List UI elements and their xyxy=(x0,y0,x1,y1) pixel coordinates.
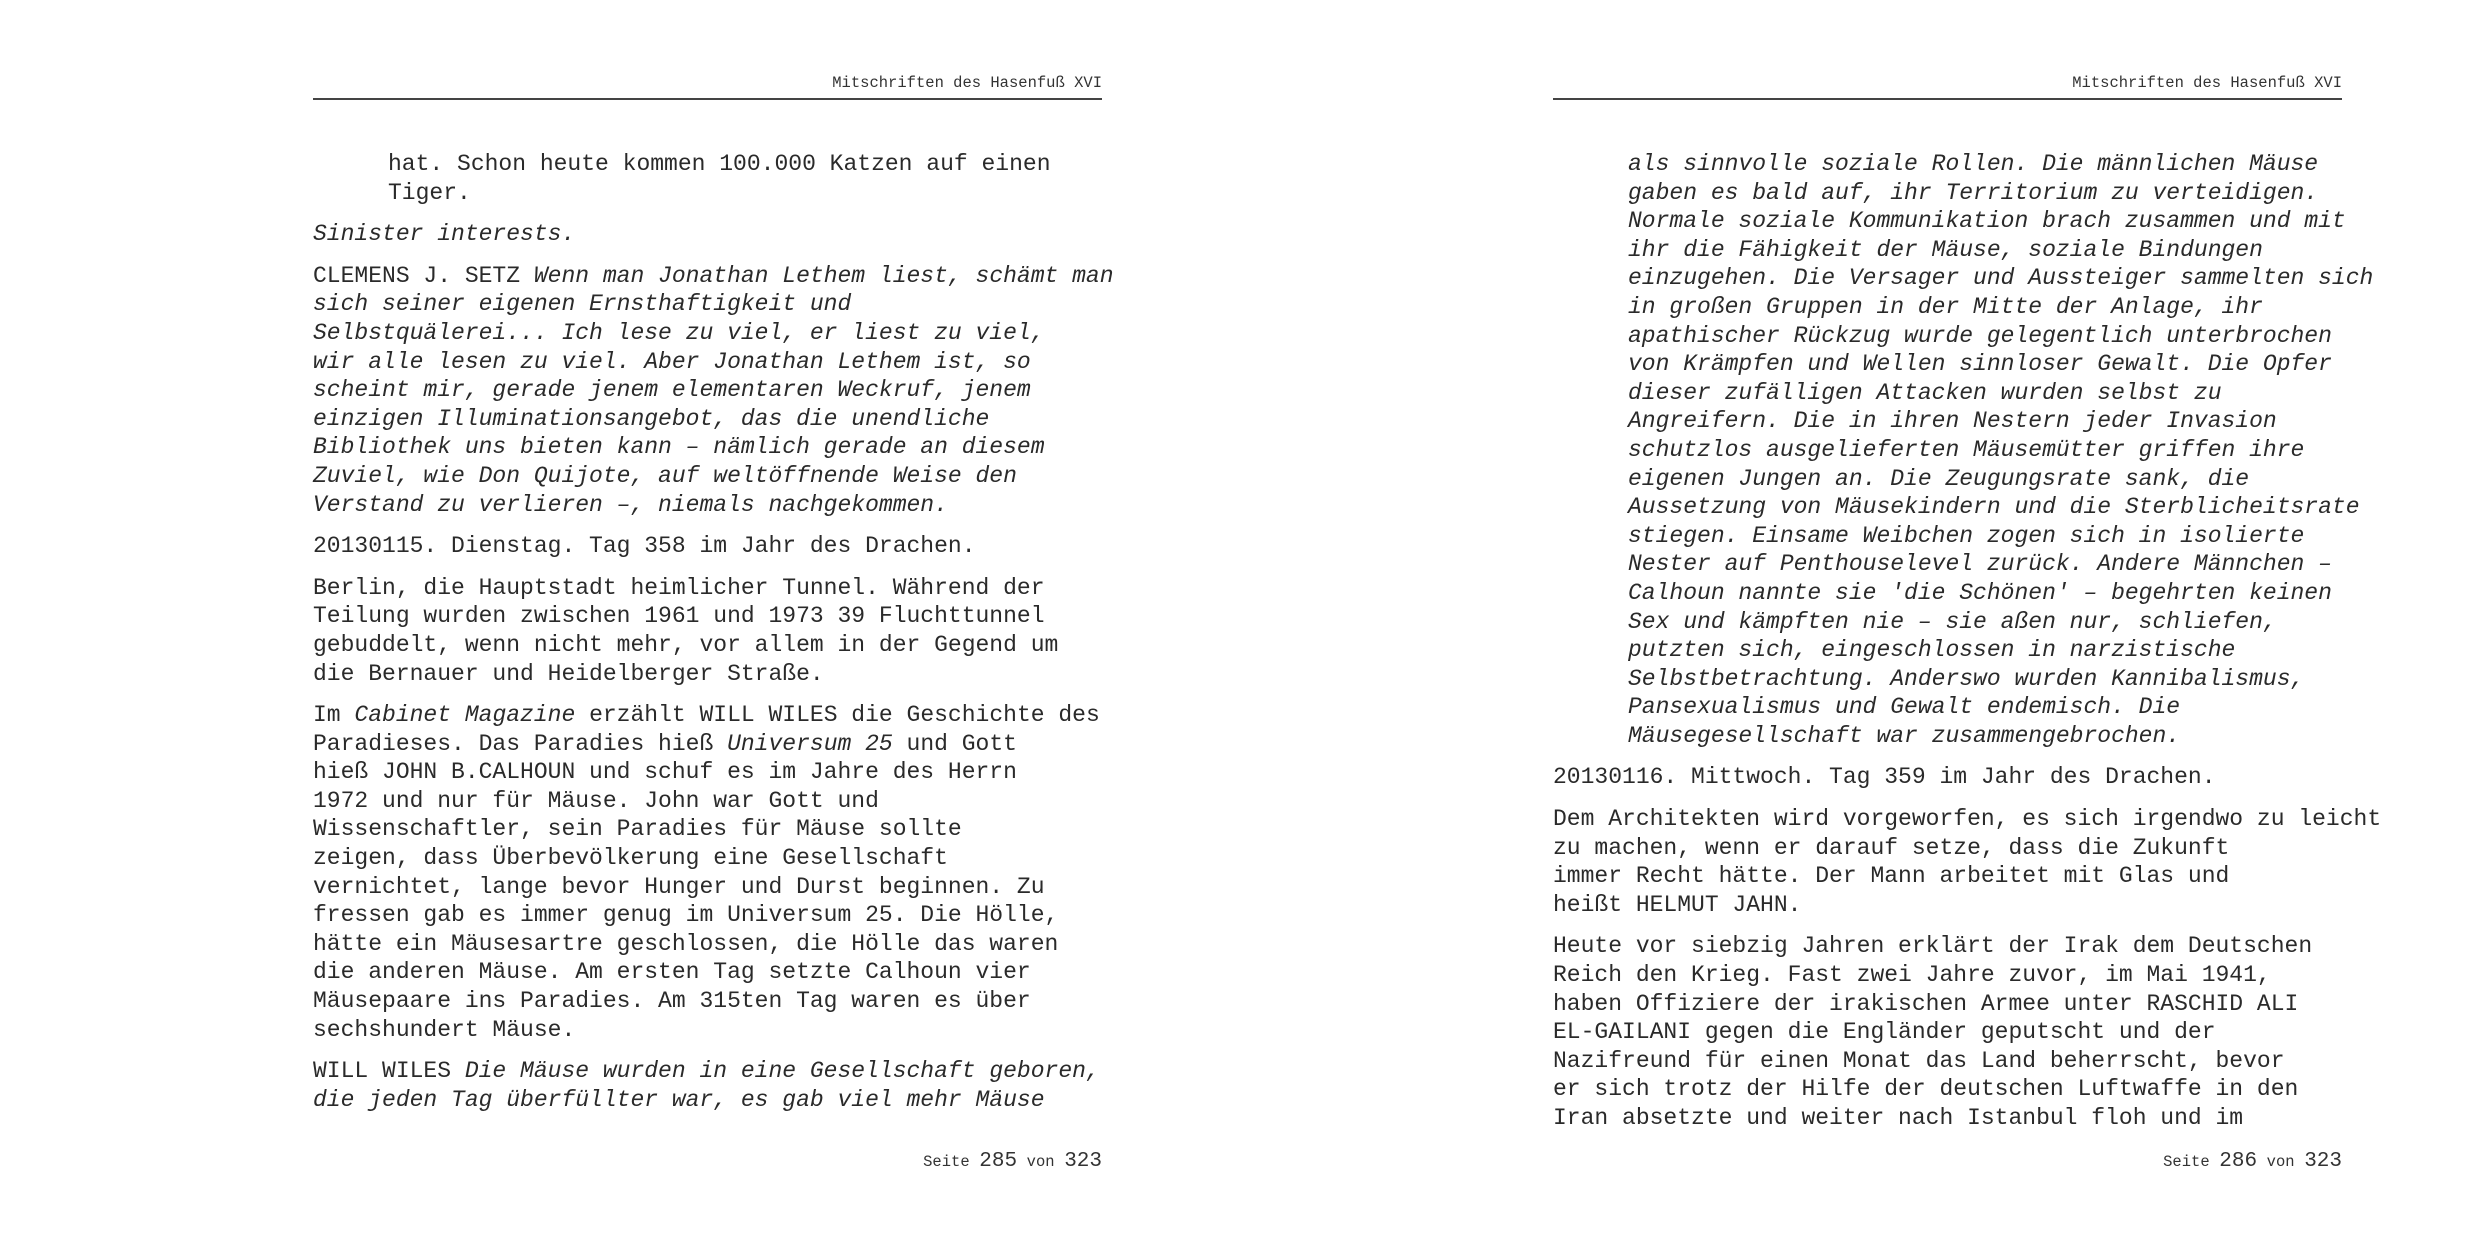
page-body xyxy=(313,150,1113,1127)
text-line xyxy=(388,179,1113,208)
text-line xyxy=(313,631,1113,660)
text-line xyxy=(313,433,1113,462)
text-line xyxy=(1628,207,2353,236)
text-run: die anderen Mäuse. Am ersten Tag setzte Calhoun vier xyxy=(313,959,1031,986)
page-footer xyxy=(313,1150,1102,1173)
text-run: Berlin, die Hauptstadt heimlicher Tunnel. Während der xyxy=(313,574,1045,601)
text-line xyxy=(313,462,1113,491)
text-run: sechshundert Mäuse. xyxy=(313,1016,576,1043)
text-line xyxy=(1628,693,2353,722)
text-line xyxy=(313,491,1113,520)
text-line xyxy=(313,930,1113,959)
italic-text: Verstand zu verlieren –, niemals nachgekommen. xyxy=(313,491,948,518)
text-line xyxy=(1553,1104,2353,1133)
text-line xyxy=(1628,608,2353,637)
paragraph xyxy=(313,220,1113,249)
text-line xyxy=(1628,550,2353,579)
italic-text: Aussetzung von Mäusekindern und die Sterblicheitsrate xyxy=(1628,494,2360,521)
italic-text: scheint mir, gerade jenem elementaren Weckruf, jenem xyxy=(313,377,1031,404)
italic-text: eigenen Jungen an. Die Zeugungsrate sank, die xyxy=(1628,465,2250,492)
text-line xyxy=(313,1086,1113,1115)
italic-text: Die Mäuse wurden in eine Gesellschaft geboren, xyxy=(464,1058,1100,1085)
text-run: hätte ein Mäusesartre geschlossen, die Hölle das waren xyxy=(313,930,1059,957)
text-run: erzählt WILL WILES die Geschichte des xyxy=(575,702,1100,729)
italic-text: Mäusegesellschaft war zusammengebrochen. xyxy=(1628,722,2181,749)
text-line xyxy=(1553,805,2382,834)
text-run: Wissenschaftler, sein Paradies für Mäuse sollte xyxy=(313,816,962,843)
text-line xyxy=(313,958,1113,987)
italic-text: apathischer Rückzug wurde gelegentlich unterbrochen xyxy=(1628,322,2332,349)
text-run: Dem Architekten wird vorgeworfen, es sich irgendwo zu leicht xyxy=(1553,806,2382,833)
text-line xyxy=(313,319,1113,348)
text-line xyxy=(313,987,1113,1016)
text-run: hat. Schon heute kommen 100.000 Katzen auf einen xyxy=(388,151,1051,177)
text-line xyxy=(1553,1018,2353,1047)
page-number: 286 xyxy=(2219,1150,2258,1173)
text-line xyxy=(1628,493,2360,522)
italic-text: einzugehen. Die Versager und Aussteiger sammelten sich xyxy=(1628,265,2374,292)
text-line xyxy=(313,701,1113,730)
page-of-label: von xyxy=(1026,1153,1055,1171)
text-run: gebuddelt, wenn nicht mehr, vor allem in der Gegend um xyxy=(313,631,1059,658)
text-run: 1972 und nur für Mäuse. John war Gott und xyxy=(313,787,879,814)
paragraph xyxy=(1553,763,2353,792)
paragraph xyxy=(1553,932,2353,1132)
text-line xyxy=(313,901,1113,930)
text-run: er sich trotz der Hilfe der deutschen Luftwaffe in den xyxy=(1553,1076,2299,1103)
text-run: Heute vor siebzig Jahren erklärt der Irak dem Deutschen xyxy=(1553,933,2313,960)
text-line xyxy=(1553,1047,2353,1076)
text-line xyxy=(1628,436,2353,465)
italic-text: Sex und kämpften nie – sie aßen nur, schliefen, xyxy=(1628,608,2277,635)
text-line xyxy=(1628,722,2353,751)
running-header: Mitschriften des Hasenfuß XVI xyxy=(313,74,1102,100)
italic-text: Nester auf Penthouselevel zurück. Andere Männchen – xyxy=(1628,551,2332,578)
text-run: WILL WILES xyxy=(313,1058,465,1085)
text-run: Paradieses. Das Paradies hieß xyxy=(313,730,728,757)
text-line xyxy=(1628,465,2353,494)
italic-text: einzigen Illuminationsangebot, das die unendliche xyxy=(313,405,990,432)
text-run: Im xyxy=(313,702,355,729)
page-total: 323 xyxy=(2304,1150,2342,1173)
italic-text: Pansexualismus und Gewalt endemisch. Die xyxy=(1628,694,2181,721)
text-line xyxy=(1553,1075,2353,1104)
text-run: Tiger. xyxy=(388,179,471,206)
text-line xyxy=(313,262,1114,291)
text-line xyxy=(1628,322,2353,351)
italic-text: schutzlos ausgelieferten Mäusemütter griffen ihre xyxy=(1628,436,2305,463)
text-line xyxy=(1628,236,2353,265)
text-line xyxy=(1628,579,2353,608)
text-run: fressen gab es immer genug im Universum 25. Die Hölle, xyxy=(313,902,1059,929)
italic-text: Cabinet Magazine xyxy=(354,702,576,729)
italic-text: Sinister interests. xyxy=(313,221,576,248)
text-line xyxy=(313,220,1113,249)
text-run: haben Offiziere der irakischen Armee unter RASCHID ALI xyxy=(1553,990,2299,1017)
text-run: Teilung wurden zwischen 1961 und 1973 39 Fluchttunnel xyxy=(313,603,1045,630)
text-line xyxy=(313,348,1113,377)
text-line xyxy=(313,873,1113,902)
italic-text: stiegen. Einsame Weibchen zogen sich in isolierte xyxy=(1628,522,2305,549)
text-line xyxy=(388,150,1113,179)
text-line xyxy=(313,1016,1113,1045)
text-line xyxy=(313,290,1113,319)
text-line xyxy=(313,660,1113,689)
italic-text: in großen Gruppen in der Mitte der Anlage, ihr xyxy=(1628,293,2263,320)
text-line xyxy=(313,844,1113,873)
text-line xyxy=(313,405,1113,434)
text-line xyxy=(313,376,1113,405)
text-line xyxy=(1553,763,2353,792)
paragraph xyxy=(313,574,1113,688)
text-run: zu machen, wenn er darauf setze, dass die Zukunft xyxy=(1553,834,2230,861)
italic-text: Normale soziale Kommunikation brach zusammen und mit xyxy=(1628,208,2346,235)
running-header: Mitschriften des Hasenfuß XVI xyxy=(1553,74,2342,100)
paragraph xyxy=(1628,150,2374,750)
text-run: immer Recht hätte. Der Mann arbeitet mit Glas und xyxy=(1553,863,2230,890)
italic-text: Bibliothek uns bieten kann – nämlich gerade an diesem xyxy=(313,434,1045,461)
italic-text: die jeden Tag überfüllter war, es gab viel mehr Mäuse xyxy=(313,1086,1045,1113)
text-line xyxy=(1553,834,2353,863)
text-line xyxy=(1628,407,2353,436)
italic-text: wir alle lesen zu viel. Aber Jonathan Lethem ist, so xyxy=(313,348,1031,375)
text-line xyxy=(1553,932,2353,961)
page-body xyxy=(1553,150,2382,1146)
text-line xyxy=(1628,350,2353,379)
text-line xyxy=(1628,264,2374,293)
text-run: hieß JOHN B.CALHOUN und schuf es im Jahre des Herrn xyxy=(313,759,1017,786)
text-run: und Gott xyxy=(892,730,1017,757)
text-line xyxy=(313,574,1113,603)
text-line xyxy=(313,758,1113,787)
right-page xyxy=(1240,0,2480,1240)
page-label: Seite xyxy=(2163,1153,2210,1171)
text-line xyxy=(1553,891,2353,920)
text-line xyxy=(1553,990,2353,1019)
paragraph xyxy=(313,1057,1113,1114)
page-label: Seite xyxy=(923,1153,970,1171)
text-run: Nazifreund für einen Monat das Land beherrscht, bevor xyxy=(1553,1047,2285,1074)
text-line xyxy=(313,815,1113,844)
italic-text: Universum 25 xyxy=(727,730,893,757)
paragraph xyxy=(313,262,1114,519)
italic-text: von Krämpfen und Wellen sinnloser Gewalt. Die Opfer xyxy=(1628,351,2332,378)
page-total: 323 xyxy=(1064,1150,1102,1173)
text-run: Mäusepaare ins Paradies. Am 315ten Tag waren es über xyxy=(313,988,1031,1015)
text-run: die Bernauer und Heidelberger Straße. xyxy=(313,660,824,687)
italic-text: Selbstbetrachtung. Anderswo wurden Kannibalismus, xyxy=(1628,665,2305,692)
page-number: 285 xyxy=(979,1150,1018,1173)
text-line xyxy=(313,532,1113,561)
text-line xyxy=(313,730,1113,759)
text-run: EL-GAILANI gegen die Engländer geputscht und der xyxy=(1553,1019,2216,1046)
italic-text: Zuviel, wie Don Quijote, auf weltöffnende Weise den xyxy=(313,462,1017,489)
text-run: zeigen, dass Überbevölkerung eine Gesellschaft xyxy=(313,845,948,872)
text-run: 20130116. Mittwoch. Tag 359 im Jahr des Drachen. xyxy=(1553,764,2216,791)
text-line xyxy=(1628,179,2353,208)
italic-text: sich seiner eigenen Ernsthaftigkeit und xyxy=(313,291,852,318)
text-line xyxy=(1628,379,2353,408)
paragraph xyxy=(1553,805,2382,919)
text-line xyxy=(313,602,1113,631)
page-of-label: von xyxy=(2266,1153,2295,1171)
text-run: Reich den Krieg. Fast zwei Jahre zuvor, im Mai 1941, xyxy=(1553,962,2271,989)
text-line xyxy=(1628,636,2353,665)
italic-text: dieser zufälligen Attacken wurden selbst zu xyxy=(1628,379,2222,406)
text-line xyxy=(1628,293,2353,322)
italic-text: Selbstquälerei... Ich lese zu viel, er liest zu viel, xyxy=(313,319,1045,346)
paragraph xyxy=(388,150,1113,207)
italic-text: Angreifern. Die in ihren Nestern jeder Invasion xyxy=(1628,408,2277,435)
text-line xyxy=(1628,665,2353,694)
page-footer xyxy=(1553,1150,2342,1173)
paragraph xyxy=(313,532,1113,561)
italic-text: gaben es bald auf, ihr Territorium zu verteidigen. xyxy=(1628,179,2319,206)
italic-text: Calhoun nannte sie 'die Schönen' – begehrten keinen xyxy=(1628,579,2332,606)
text-run: heißt HELMUT JAHN. xyxy=(1553,891,1802,918)
text-run: Iran absetzte und weiter nach Istanbul floh und im xyxy=(1553,1105,2244,1131)
text-line xyxy=(1628,150,2353,179)
italic-text: ihr die Fähigkeit der Mäuse, soziale Bindungen xyxy=(1628,236,2263,263)
text-line xyxy=(313,787,1113,816)
text-run: CLEMENS J. SETZ xyxy=(313,262,534,289)
text-line xyxy=(1553,862,2353,891)
text-run: 20130115. Dienstag. Tag 358 im Jahr des Drachen. xyxy=(313,533,976,560)
text-line xyxy=(1628,522,2353,551)
italic-text: putzten sich, eingeschlossen in narzistische xyxy=(1628,637,2236,664)
italic-text: als sinnvolle soziale Rollen. Die männlichen Mäuse xyxy=(1628,151,2319,177)
text-line xyxy=(313,1057,1113,1086)
paragraph xyxy=(313,701,1113,1044)
text-line xyxy=(1553,961,2353,990)
italic-text: Wenn man Jonathan Lethem liest, schämt man xyxy=(533,262,1114,289)
text-run: vernichtet, lange bevor Hunger und Durst beginnen. Zu xyxy=(313,873,1045,900)
